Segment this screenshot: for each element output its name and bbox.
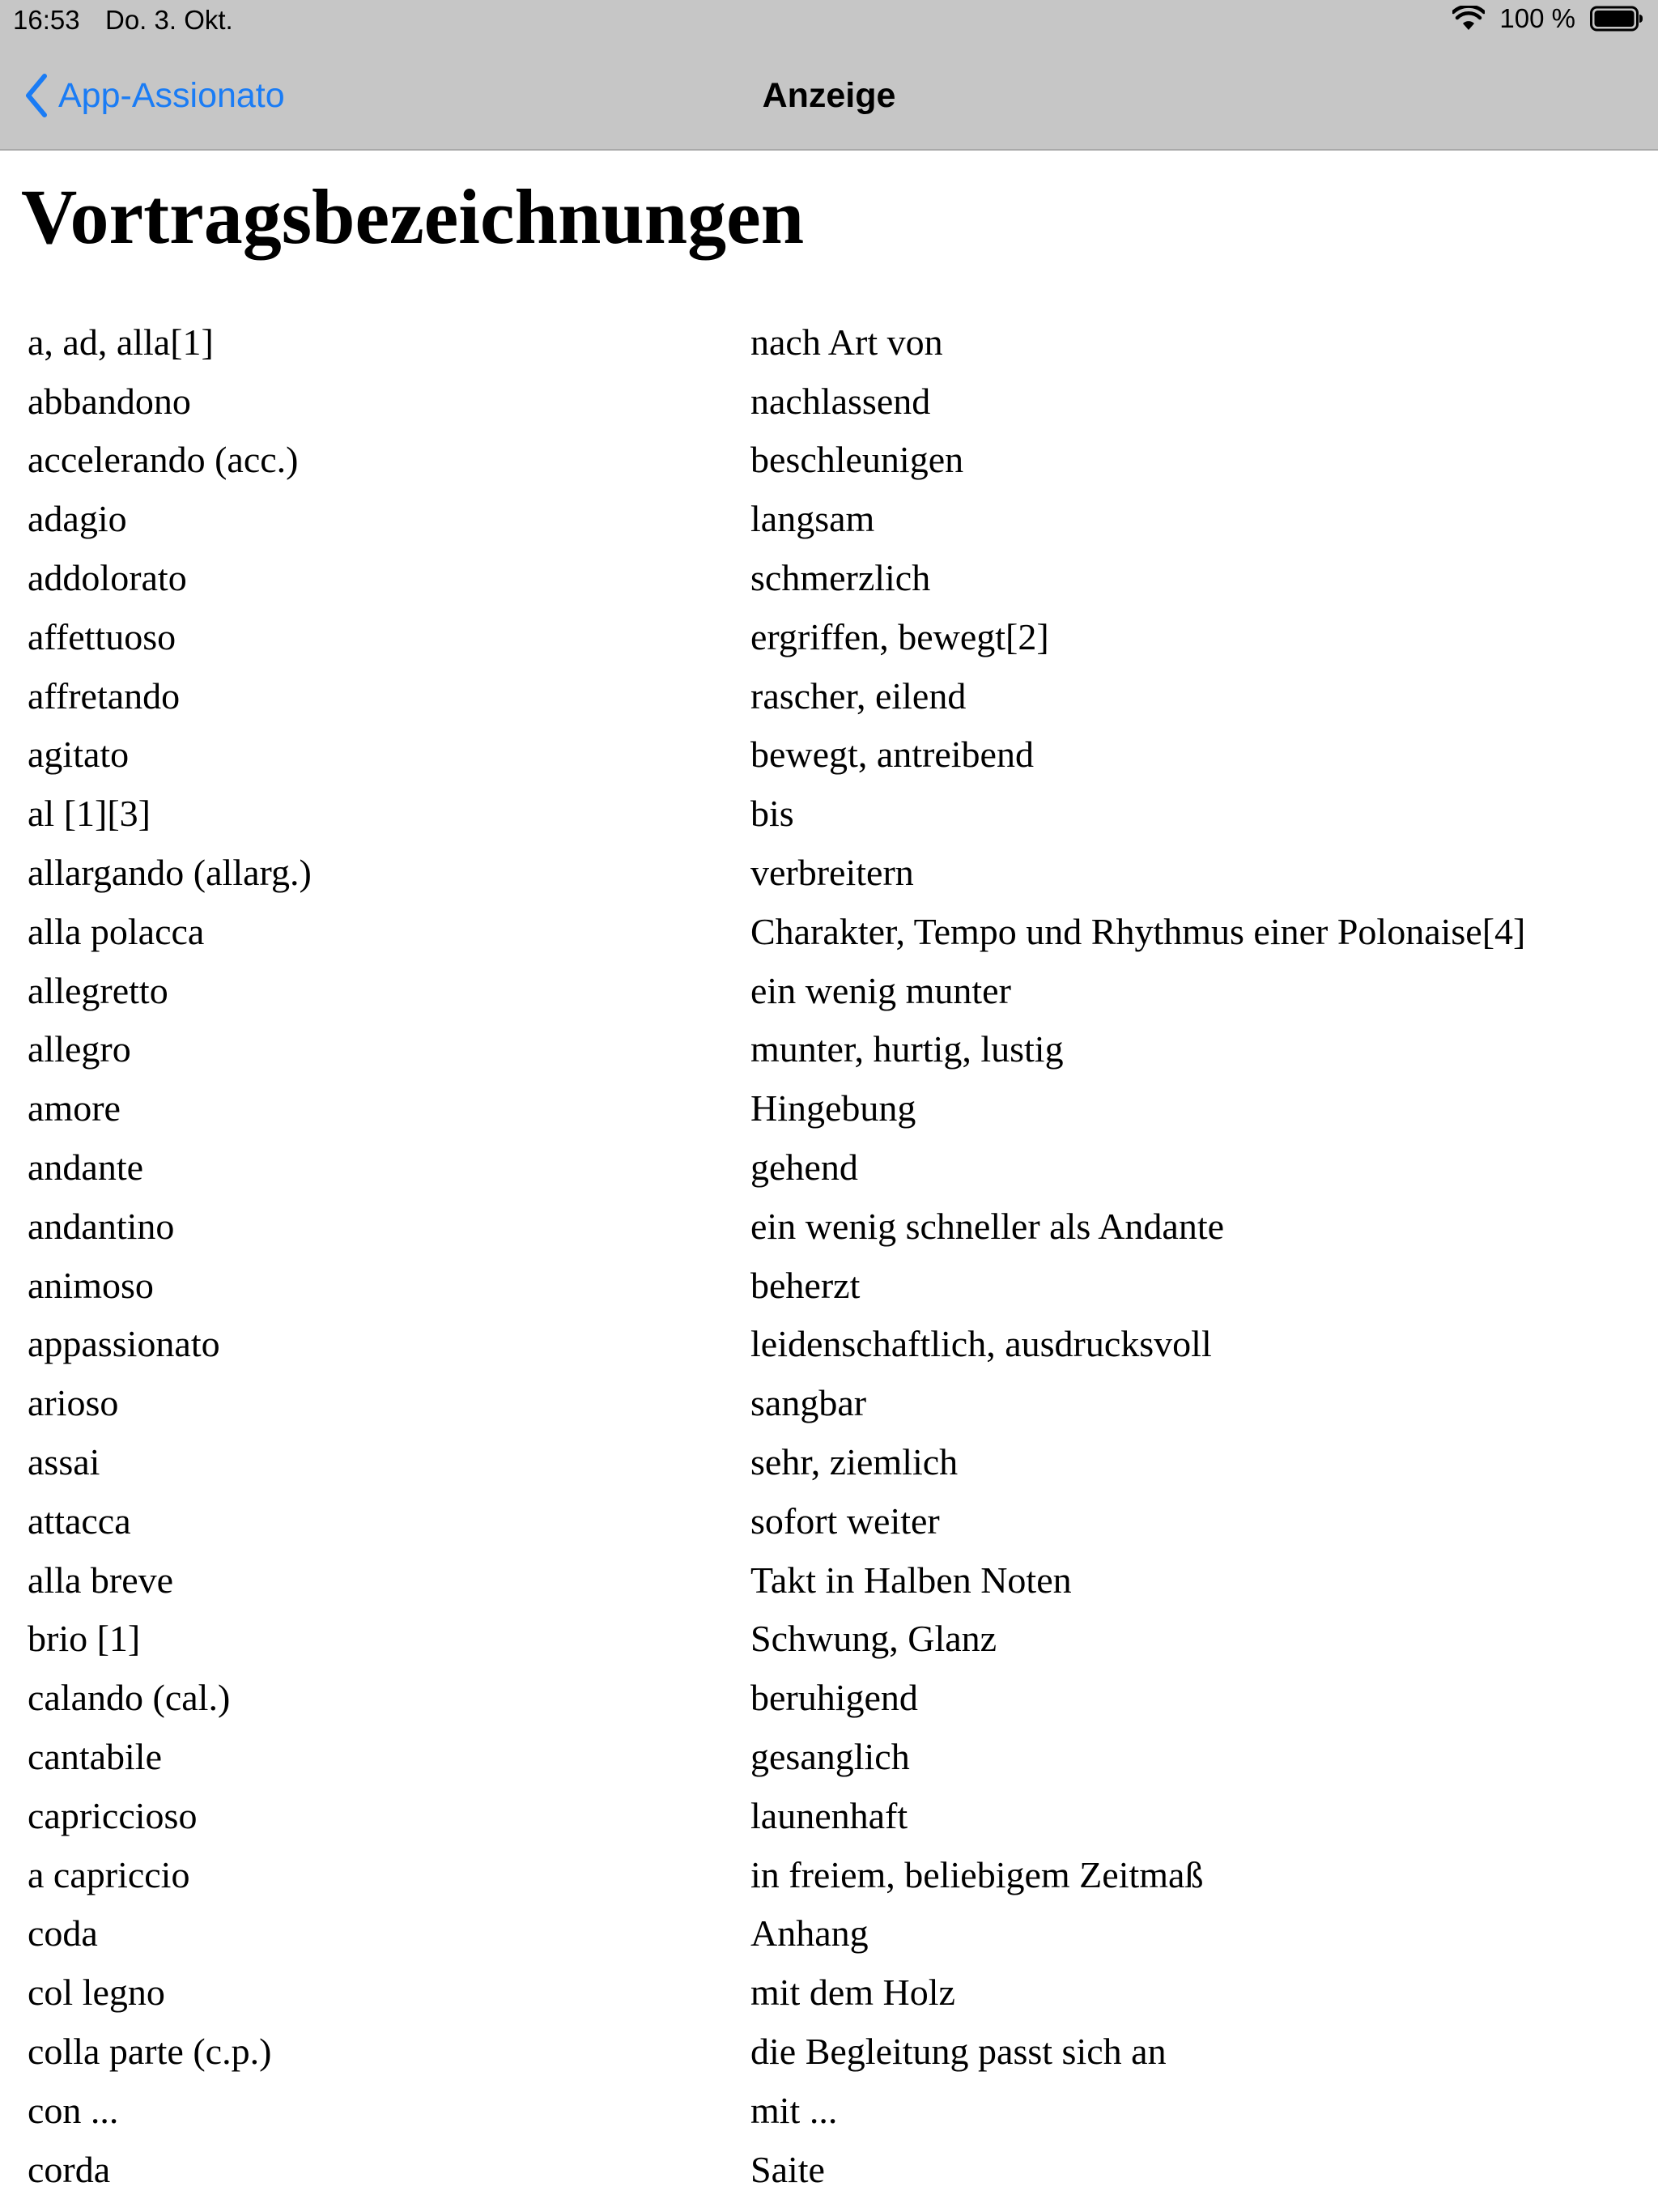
table-row: [28, 1315, 1525, 1374]
battery-full-icon: [1590, 6, 1643, 32]
meaning-cell: Takt in Halben Noten: [750, 1559, 1072, 1601]
term-cell: affretando: [28, 674, 181, 717]
meaning-cell: schmerzlich: [750, 557, 931, 599]
meaning-cell: leidenschaftlich, ausdrucksvoll: [750, 1323, 1212, 1365]
meaning-cell: Saite: [750, 2148, 825, 2190]
term-cell: col legno: [28, 1972, 165, 2014]
meaning-cell: beschleunigen: [750, 439, 964, 481]
top-bar: [0, 0, 1658, 151]
status-date: Do. 3. Okt.: [105, 5, 233, 35]
table-row: [28, 784, 1525, 843]
wifi-icon: [1452, 6, 1485, 32]
meaning-cell: mit dem Holz: [750, 1972, 955, 2014]
battery-percentage: 100 %: [1499, 3, 1575, 33]
table-row: [28, 1963, 1525, 2022]
meaning-cell: nachlassend: [750, 380, 931, 422]
term-cell: corda: [28, 2148, 111, 2190]
status-time: 16:53: [13, 5, 80, 35]
table-row: [28, 2081, 1525, 2140]
table-row: [28, 313, 1525, 372]
term-cell: a capriccio: [28, 1853, 190, 1895]
term-cell: colla parte (c.p.): [28, 2031, 272, 2072]
term-cell: andantino: [28, 1205, 175, 1247]
term-cell: assai: [28, 1441, 100, 1483]
term-cell: al [1][3]: [28, 793, 151, 835]
meaning-cell: sehr, ziemlich: [750, 1441, 959, 1483]
table-row: [28, 725, 1525, 785]
meaning-cell: munter, hurtig, lustig: [750, 1028, 1064, 1070]
term-cell: andante: [28, 1146, 144, 1189]
term-cell: affettuoso: [28, 615, 176, 657]
meaning-cell: Charakter, Tempo und Rhythmus einer Polonaise[4]: [750, 910, 1526, 952]
table-row: [28, 1020, 1525, 1079]
table-row: [28, 548, 1525, 607]
table-row: [28, 1432, 1525, 1491]
meaning-cell: sangbar: [750, 1382, 867, 1424]
term-cell: capriccioso: [28, 1794, 198, 1836]
meaning-cell: bewegt, antreibend: [750, 734, 1034, 776]
table-row: [28, 372, 1525, 431]
term-cell: con ...: [28, 2089, 119, 2131]
term-cell: a, ad, alla[1]: [28, 321, 214, 363]
meaning-cell: die Begleitung passt sich an: [750, 2031, 1167, 2072]
table-row: [28, 2140, 1525, 2199]
table-row: [28, 1668, 1525, 1727]
meaning-cell: nach Art von: [750, 321, 943, 363]
nav-title: Anzeige: [762, 76, 896, 115]
table-row: [28, 1138, 1525, 1197]
meaning-cell: beherzt: [750, 1264, 861, 1306]
table-row: [28, 1491, 1525, 1551]
page-title: Vortragsbezeichnungen: [21, 173, 805, 260]
term-cell: arioso: [28, 1382, 119, 1424]
meaning-cell: Schwung, Glanz: [750, 1618, 997, 1660]
term-cell: animoso: [28, 1264, 154, 1306]
table-row: [28, 1373, 1525, 1432]
table-row: [28, 489, 1525, 548]
table-row: [28, 2022, 1525, 2081]
term-cell: attacca: [28, 1499, 131, 1542]
meaning-cell: verbreitern: [750, 852, 914, 894]
meaning-cell: beruhigend: [750, 1677, 918, 1719]
meaning-cell: langsam: [750, 498, 875, 540]
meaning-cell: launenhaft: [750, 1794, 908, 1836]
terms-table-body: [28, 313, 1525, 2199]
status-bar: [0, 0, 1658, 42]
term-cell: accelerando (acc.): [28, 439, 299, 481]
meaning-cell: ein wenig munter: [750, 969, 1011, 1011]
meaning-cell: rascher, eilend: [750, 674, 967, 717]
meaning-cell: Anhang: [750, 1912, 869, 1955]
term-cell: alla polacca: [28, 910, 205, 952]
table-row: [28, 1256, 1525, 1315]
table-row: [28, 666, 1525, 725]
term-cell: appassionato: [28, 1323, 220, 1365]
term-cell: adagio: [28, 498, 127, 540]
navigation-bar: [0, 65, 1658, 130]
term-cell: allargando (allarg.): [28, 852, 312, 894]
table-row: [28, 1197, 1525, 1256]
table-row: [28, 431, 1525, 490]
table-row: [28, 1845, 1525, 1904]
term-cell: cantabile: [28, 1736, 163, 1778]
table-row: [28, 1078, 1525, 1138]
back-button-label: App-Assionato: [58, 75, 285, 115]
meaning-cell: ein wenig schneller als Andante: [750, 1205, 1225, 1247]
table-row: [28, 1610, 1525, 1669]
meaning-cell: in freiem, beliebigem Zeitmaß: [750, 1853, 1204, 1895]
status-right: [1452, 3, 1643, 34]
term-cell: addolorato: [28, 557, 187, 599]
term-cell: alla breve: [28, 1559, 174, 1601]
meaning-cell: ergriffen, bewegt[2]: [750, 615, 1049, 657]
table-row: [28, 902, 1525, 961]
term-cell: brio [1]: [28, 1618, 141, 1660]
meaning-cell: gesanglich: [750, 1736, 910, 1778]
table-row: [28, 1727, 1525, 1786]
term-cell: coda: [28, 1912, 98, 1955]
meaning-cell: Hingebung: [750, 1087, 916, 1129]
term-cell: amore: [28, 1087, 121, 1129]
meaning-cell: mit ...: [750, 2089, 838, 2131]
term-cell: agitato: [28, 734, 130, 776]
term-cell: allegretto: [28, 969, 168, 1011]
table-row: [28, 843, 1525, 902]
table-row: [28, 961, 1525, 1020]
meaning-cell: bis: [750, 793, 794, 835]
table-row: [28, 1551, 1525, 1610]
term-cell: calando (cal.): [28, 1677, 231, 1719]
term-cell: allegro: [28, 1028, 131, 1070]
meaning-cell: gehend: [750, 1146, 858, 1189]
table-row: [28, 607, 1525, 666]
term-cell: abbandono: [28, 380, 191, 422]
terms-table: [28, 313, 1525, 2199]
table-row: [28, 1904, 1525, 1963]
content-area: [0, 151, 1658, 2212]
meaning-cell: sofort weiter: [750, 1499, 940, 1542]
table-row: [28, 1786, 1525, 1845]
